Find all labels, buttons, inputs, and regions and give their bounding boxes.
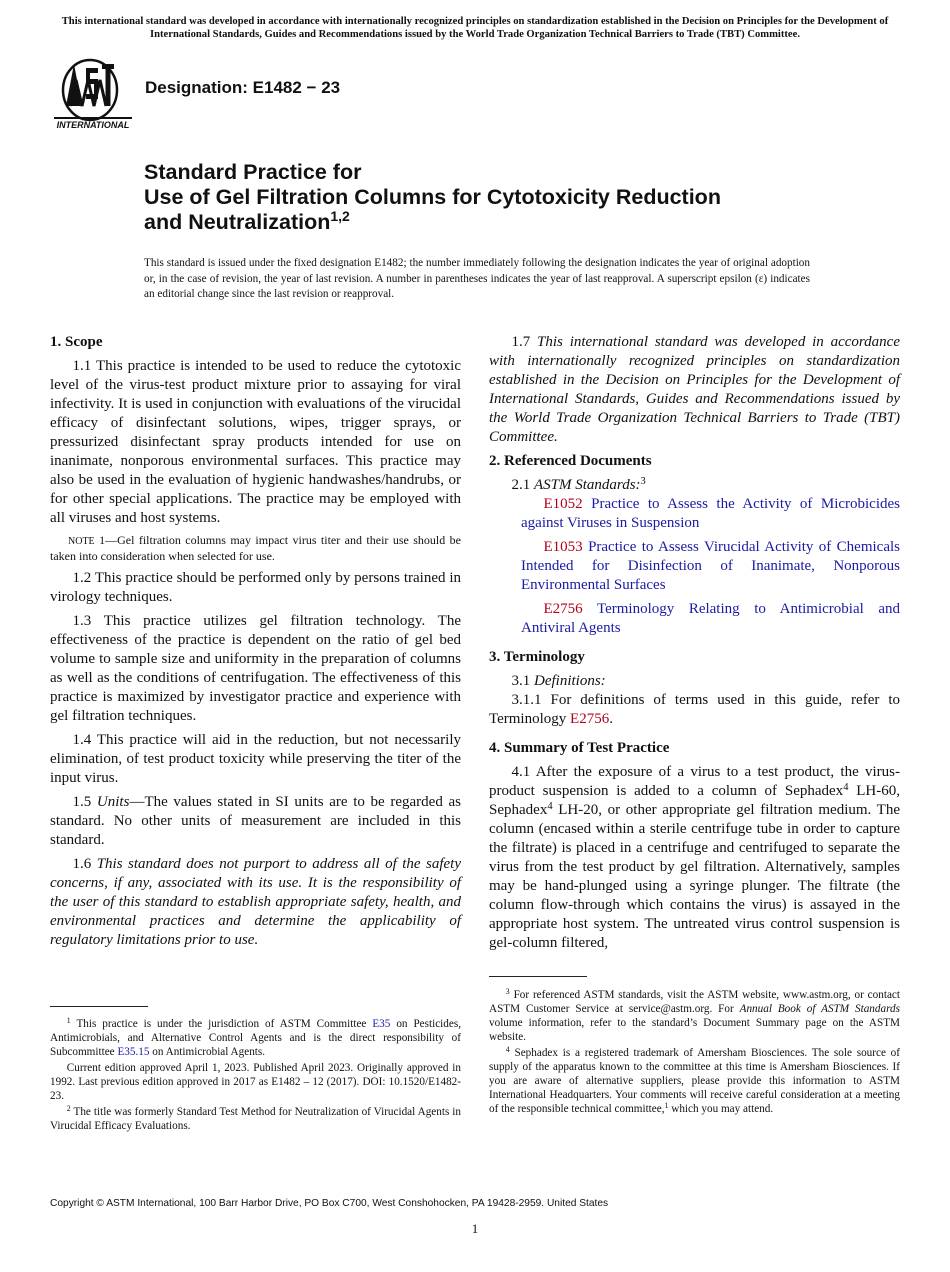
- title-line-3-text: and Neutralization: [144, 210, 331, 234]
- page-number: 1: [471, 1221, 479, 1236]
- footnote-1-c: on Antimicrobial Agents.: [149, 1046, 266, 1058]
- issued-statement: This standard is issued under the fixed designation E1482; the number immediately following the designation indicates the year of original adoption or, in the case of revision, the year of last revision. A number in parentheses indicates the year of last reapproval. A superscript epsilon (ε) indicates an editorial change since the last revision or reapproval.: [144, 257, 810, 300]
- note-label: NOTE: [68, 536, 95, 547]
- footnote-1: [50, 1017, 461, 1059]
- ref-title[interactable]: Terminology Relating to Antimicrobial and Antiviral Agents: [521, 601, 900, 636]
- para-4-1-sup-1: 4: [843, 781, 849, 793]
- para-1-3: 1.3 This practice utilizes gel filtration technology. The effectiveness of the practice is dependent on the ratio of gel bed volume to sample size and uniformity in the preparation of columns as well as the conditions of centrifugation. The effectiveness of this practice is maximized by investigator practice and experience with gel filtration techniques.: [50, 613, 461, 724]
- ref-title[interactable]: Practice to Assess the Activity of Microbicides against Viruses in Suspension: [521, 496, 901, 531]
- footnote-2-sup: 2: [66, 1104, 71, 1114]
- para-2-1: [489, 476, 900, 495]
- para-1-5-text: —The values stated in SI units are to be regarded as standard. No other units of measurement are included in this standard.: [50, 794, 461, 848]
- tbt-notice: This international standard was developed in accordance with internationally recognized principles on standardization established in the Decision on Principles for the Development of International Standards, Guides and Recommendations issued by the World Trade Organization Technical Barriers to Trade (TBT) Committee.: [61, 16, 889, 40]
- para-1-6-num: 1.6: [72, 856, 97, 872]
- para-1-7-text: This international standard was developed in accordance with internationally recognized principles on standardization established in the Decision on Principles for the Development of International Standards, Guides and Recommendations issued by the World Trade Organization Technical Barriers to Trade (TBT) Committee.: [489, 334, 900, 445]
- footnote-3-italic: Annual Book of ASTM Standards: [739, 1003, 900, 1015]
- footnote-1-edition: Current edition approved April 1, 2023. Published April 2023. Originally approved in 1992. Last previous edition approved in 2017 as E1482 – 12 (2017). DOI: 10.1520/E1482-23.: [50, 1062, 461, 1102]
- footnote-2-text: The title was formerly Standard Test Method for Neutralization of Virucidal Agents in Virucidal Efficacy Evaluations.: [50, 1106, 461, 1132]
- para-2-1-num: 2.1: [511, 477, 534, 493]
- ref-code[interactable]: E2756: [543, 601, 583, 617]
- title-line-1: Standard Practice for: [144, 160, 362, 184]
- footnote-3-b: volume information, refer to the standard’s Document Summary page on the ASTM website.: [489, 1017, 900, 1043]
- footnote-4-sup-2: 1: [664, 1101, 669, 1111]
- note-1: [50, 533, 461, 564]
- para-4-1-a: 4.1 After the exposure of a virus to a test product, the virus-product suspension is added to a column of Sephadex: [489, 764, 900, 799]
- title-line-3: [144, 210, 844, 235]
- footnote-rule-left: [50, 1006, 148, 1007]
- para-3-1-1-end: .: [609, 711, 613, 727]
- right-column: [489, 333, 900, 958]
- ref-item-e1053[interactable]: [489, 538, 900, 595]
- para-3-1-num: 3.1: [511, 673, 534, 689]
- para-3-1-label: Definitions:: [534, 673, 606, 689]
- left-column: [50, 333, 461, 955]
- title-line-2: Use of Gel Filtration Columns for Cytotoxicity Reduction: [144, 185, 721, 209]
- para-1-7: [489, 333, 900, 447]
- footnote-4-sup: 4: [505, 1045, 510, 1055]
- title-superscript: 1,2: [330, 208, 350, 224]
- footnote-1-b: on Pesticides, Antimicrobials, and Alternative Control Agents and is the direct responsibility of Subcommittee: [50, 1018, 461, 1058]
- para-2-1-sup: 3: [640, 475, 646, 487]
- para-1-1: 1.1 This practice is intended to be used to reduce the cytotoxic level of the virus-test product mixture prior to assaying for viral infectivity. It is used in conjunction with evaluations of the virucidal efficacy of disinfectant solutions, wipes, trigger sprays, or pressurized disinfectant spray products intended for use on inanimate, nonporous environmental surfaces. This practice may also be used in the evaluation of hygienic handwashes/handrubs, or for other special applications. The practice may be employed with all viruses and host systems.: [50, 358, 461, 526]
- para-4-1-sup-2: 4: [547, 800, 553, 812]
- astm-logo-icon: [52, 56, 134, 132]
- ref-code[interactable]: E1053: [543, 539, 583, 555]
- para-4-1-c: LH-20, or other appropriate gel filtration medium. The column (encased within a sterile centrifuge tube in order to capture the filtrate) is placed in a centrifuge and centrifuged to separate the virus from the test product by gel filtration. Alternatively, samples may be hand-plunged using a syringe plunger. The filtrate (the column flow-through which contains the virus) is assayed in the appropriate host system. The untreated virus control suspension is gel-column filtered,: [489, 802, 900, 951]
- para-1-6: [50, 855, 461, 950]
- para-1-5-num: 1.5: [72, 794, 97, 810]
- para-1-4: 1.4 This practice will aid in the reduction, but not necessarily elimination, of test product toxicity while preserving the titer of the input virus.: [50, 732, 461, 786]
- astm-logo: [52, 56, 134, 132]
- footnote-1-sup: 1: [66, 1016, 71, 1026]
- footnote-1-a: This practice is under the jurisdiction of ASTM Committee: [70, 1018, 373, 1030]
- section-1-heading: 1. Scope: [50, 334, 103, 350]
- footnote-3-sup: 3: [505, 987, 510, 997]
- committee-link-e35[interactable]: E35: [372, 1018, 391, 1030]
- para-3-1-1-text: 3.1.1 For definitions of terms used in this guide, refer to Terminology: [489, 692, 900, 727]
- logo-text: INTERNATIONAL: [56, 120, 130, 130]
- para-1-2: 1.2 This practice should be performed only by persons trained in virology techniques.: [50, 570, 461, 605]
- para-4-1-b: LH-60, Sephadex: [489, 783, 900, 818]
- para-1-5-label: Units: [96, 794, 130, 810]
- note-text: 1—Gel filtration columns may impact virus titer and their use should be taken into consideration when selected for use.: [50, 533, 461, 563]
- para-3-1-1: [489, 691, 900, 729]
- footnote-3-a: For referenced ASTM standards, visit the ASTM website, www.astm.org, or contact ASTM Customer Service at service@astm.org. For: [489, 989, 900, 1015]
- terminology-link-e2756[interactable]: E2756: [570, 711, 610, 727]
- ref-code[interactable]: E1052: [543, 496, 583, 512]
- footnote-4: [489, 1046, 900, 1116]
- para-1-7-num: 1.7: [511, 334, 538, 350]
- section-2-heading: 2. Referenced Documents: [489, 453, 652, 469]
- ref-title[interactable]: Practice to Assess Virucidal Activity of Chemicals Intended for Disinfection of Inanimate, Nonporous Environmental Surfaces: [521, 539, 900, 593]
- para-3-1: [489, 672, 900, 691]
- ref-item-e1052[interactable]: [489, 495, 900, 533]
- footnotes-left: [50, 1017, 461, 1135]
- footnote-3: [489, 988, 900, 1044]
- section-4-heading: 4. Summary of Test Practice: [489, 740, 670, 756]
- para-1-5: [50, 793, 461, 850]
- footnote-2: [50, 1105, 461, 1133]
- copyright: Copyright © ASTM International, 100 Barr Harbor Drive, PO Box C700, West Conshohocken, PA 19428-2959. United States: [50, 1198, 609, 1209]
- para-4-1: [489, 763, 900, 953]
- footnote-rule-right: [489, 976, 587, 977]
- footnote-4-b: which you may attend.: [668, 1103, 774, 1115]
- subcommittee-link-e35-15[interactable]: E35.15: [117, 1046, 150, 1058]
- footnotes-right: [489, 988, 900, 1118]
- document-title: [144, 160, 844, 235]
- ref-item-e2756[interactable]: [489, 600, 900, 638]
- footnote-4-a: Sephadex is a registered trademark of Amersham Biosciences. The sole source of supply of the apparatus known to the committee at this time is Amersham Biosciences. If you are aware of alternative suppliers, please provide this information to ASTM International Headquarters. Your comments will receive careful consideration at a meeting of the responsible technical committee,: [489, 1047, 900, 1115]
- designation: Designation: E1482 − 23: [145, 78, 341, 97]
- para-1-6-text: This standard does not purport to address all of the safety concerns, if any, associated with its use. It is the responsibility of the user of this standard to establish appropriate safety, health, and environmental practices and determine the applicability of regulatory limitations prior to use.: [50, 856, 462, 948]
- section-3-heading: 3. Terminology: [489, 649, 585, 665]
- para-2-1-label: ASTM Standards:: [534, 477, 641, 493]
